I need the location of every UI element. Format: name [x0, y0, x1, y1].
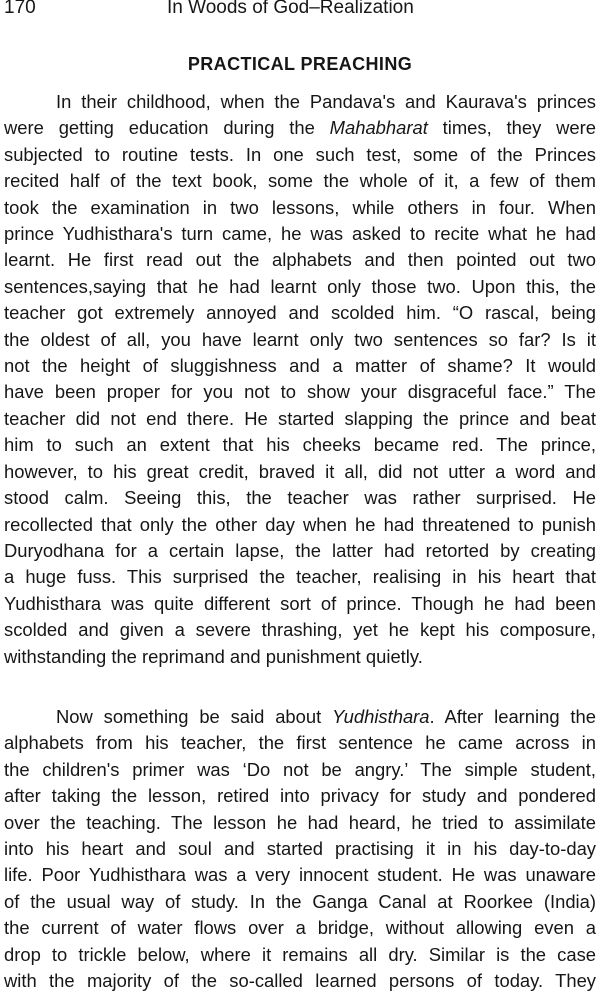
text-line: him to such an extent that his cheeks became red. The prince,: [4, 434, 596, 456]
book-title: In Woods of God–Realization: [167, 0, 414, 18]
italic-term: Mahabharat: [329, 117, 428, 139]
text-line: recollected that only the other day when he had threatened to punish: [4, 513, 596, 535]
text-line: subjected to routine tests. In one such test, some of the Princes: [4, 143, 596, 165]
text-fragment: times, they were: [442, 117, 596, 139]
text-line: with the majority of the so-called learned persons of today. They: [4, 970, 596, 992]
text-line: of the usual way of study. In the Ganga Canal at Roorkee (India): [4, 890, 596, 912]
text-line-with-italic: [4, 704, 596, 730]
text-line-with-italic: [4, 115, 596, 141]
text-line: however, to his great credit, braved it all, did not utter a word and: [4, 460, 596, 482]
text-line: sentences,saying that he had learnt only those two. Upon this, the: [4, 275, 596, 297]
text-line: recited half of the text book, some the whole of it, a few of them: [4, 170, 596, 192]
text-line: withstanding the reprimand and punishment quietly.: [4, 645, 423, 667]
text-line: learnt. He first read out the alphabets and then pointed out two: [4, 249, 596, 271]
text-line: drop to trickle below, where it remains all dry. Similar is the case: [4, 943, 596, 965]
text-fragment: . After learning the: [429, 706, 596, 727]
text-line: teacher did not end there. He started slapping the prince and beat: [4, 407, 596, 429]
text-line: prince Yudhisthara's turn came, he was asked to recite what he had: [4, 223, 596, 245]
text-line: after taking the lesson, retired into privacy for study and pondered: [4, 785, 596, 807]
text-line: scolded and given a severe thrashing, yet he kept his composure,: [4, 619, 596, 641]
text-line: Duryodhana for a certain lapse, the latter had retorted by creating: [4, 539, 596, 561]
text-line: a huge fuss. This surprised the teacher, realising in his heart that: [4, 566, 596, 588]
running-head: [0, 0, 600, 21]
italic-term: Yudhisthara: [332, 706, 430, 727]
text-line: Yudhisthara was quite different sort of prince. Though he had been: [4, 592, 596, 614]
chapter-title: PRACTICAL PREACHING: [187, 54, 413, 74]
text-line: have been proper for you not to show your disgraceful face.” The: [4, 381, 596, 403]
text-line: took the examination in two lessons, while others in four. When: [4, 196, 596, 218]
text-line: In their childhood, when the Pandava's and Kaurava's princes: [56, 91, 596, 112]
text-line: the current of water flows over a bridge, without allowing even a: [4, 917, 596, 939]
text-line: over the teaching. The lesson he had heard, he tried to assimilate: [4, 811, 596, 833]
paragraph-practical-preaching-1: [4, 89, 596, 670]
text-line: teacher got extremely annoyed and scolded him. “O rascal, being: [4, 302, 596, 324]
text-line: not the height of sluggishness and a matter of shame? It would: [4, 355, 596, 377]
text-fragment: Now something be said about: [56, 706, 322, 727]
text-line: alphabets from his teacher, the first sentence he came across in: [4, 732, 596, 754]
paragraph-practical-preaching-2: [4, 704, 596, 994]
page-number: 170: [4, 0, 36, 18]
text-line: stood calm. Seeing this, the teacher was rather surprised. He: [4, 487, 596, 509]
text-fragment: were getting education during the: [4, 117, 315, 139]
text-line: the oldest of all, you have learnt only two sentences so far? Is it: [4, 328, 596, 350]
text-line: into his heart and soul and started practising it in his day-to-day: [4, 838, 596, 860]
text-line: life. Poor Yudhisthara was a very innocent student. He was unaware: [4, 864, 596, 886]
text-line: the children's primer was ‘Do not be angry.’ The simple student,: [4, 758, 596, 780]
